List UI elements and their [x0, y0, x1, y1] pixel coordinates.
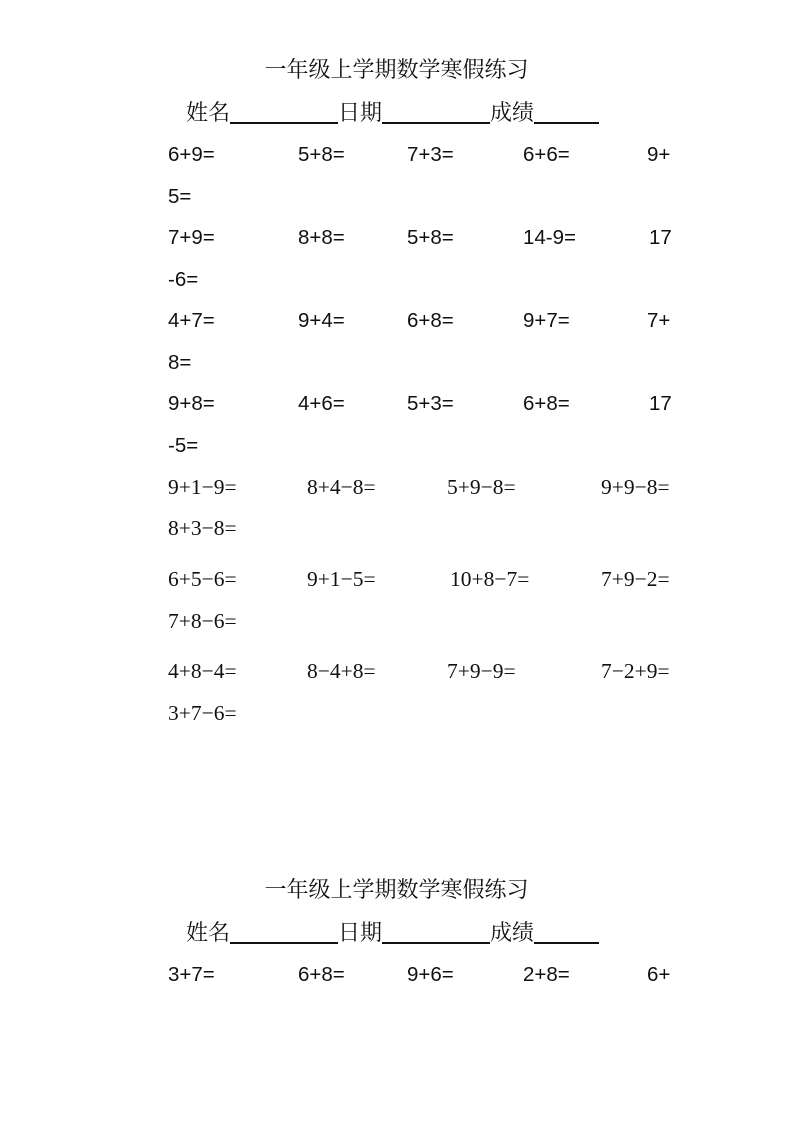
problem: 6+5−6= — [168, 567, 237, 591]
problem: 7+9−9= — [447, 659, 516, 683]
problem: 6+8= — [298, 963, 345, 986]
problem: 3+7−6= — [168, 701, 237, 725]
problem: 6+8= — [407, 309, 454, 332]
worksheet-title: 一年级上学期数学寒假练习 — [264, 58, 529, 83]
problem-wrap: 8= — [168, 351, 192, 374]
student-info-line — [186, 102, 599, 125]
name-blank[interactable] — [230, 102, 338, 124]
problem: 7+9−2= — [601, 567, 670, 591]
worksheet-title: 一年级上学期数学寒假练习 — [264, 878, 529, 903]
problem: 7+3= — [407, 143, 454, 166]
problem: 6+6= — [523, 143, 570, 166]
problem: 17 — [649, 392, 672, 415]
score-label: 成绩 — [490, 101, 535, 126]
date-label: 日期 — [338, 101, 383, 126]
problem: 17 — [649, 226, 672, 249]
problem-wrap: -5= — [168, 434, 199, 457]
score-label: 成绩 — [490, 921, 535, 946]
problem: 4+6= — [298, 392, 345, 415]
problem: 9+1−5= — [307, 567, 376, 591]
problem: 8−4+8= — [307, 659, 376, 683]
problem: 5+8= — [298, 143, 345, 166]
problem: 2+8= — [523, 963, 570, 986]
problem: 7+8−6= — [168, 609, 237, 633]
problem: 3+7= — [168, 963, 215, 986]
name-blank[interactable] — [230, 922, 338, 944]
problem: 9+8= — [168, 392, 215, 415]
date-blank[interactable] — [382, 922, 490, 944]
problem: 9+9−8= — [601, 475, 670, 499]
problem: 7−2+9= — [601, 659, 670, 683]
score-blank[interactable] — [534, 922, 599, 944]
name-label: 姓名 — [186, 921, 231, 946]
problem: 9+ — [647, 143, 671, 166]
problem-wrap: 5= — [168, 185, 192, 208]
problem: 7+ — [647, 309, 671, 332]
problem: 14-9= — [523, 226, 577, 249]
problem: 8+8= — [298, 226, 345, 249]
problem: 9+4= — [298, 309, 345, 332]
problem: 4+8−4= — [168, 659, 237, 683]
problem: 5+3= — [407, 392, 454, 415]
problem: 9+6= — [407, 963, 454, 986]
problem: 4+7= — [168, 309, 215, 332]
problem: 5+9−8= — [447, 475, 516, 499]
problem: 8+3−8= — [168, 516, 237, 540]
problem-wrap: -6= — [168, 268, 199, 291]
problem: 6+ — [647, 963, 671, 986]
problem: 10+8−7= — [450, 567, 530, 591]
problem: 9+7= — [523, 309, 570, 332]
problem: 8+4−8= — [307, 475, 376, 499]
problem: 5+8= — [407, 226, 454, 249]
problem: 6+9= — [168, 143, 215, 166]
name-label: 姓名 — [186, 101, 231, 126]
problem: 6+8= — [523, 392, 570, 415]
date-blank[interactable] — [382, 102, 490, 124]
problem: 9+1−9= — [168, 475, 237, 499]
problem: 7+9= — [168, 226, 215, 249]
date-label: 日期 — [338, 921, 383, 946]
score-blank[interactable] — [534, 102, 599, 124]
student-info-line — [186, 922, 599, 945]
